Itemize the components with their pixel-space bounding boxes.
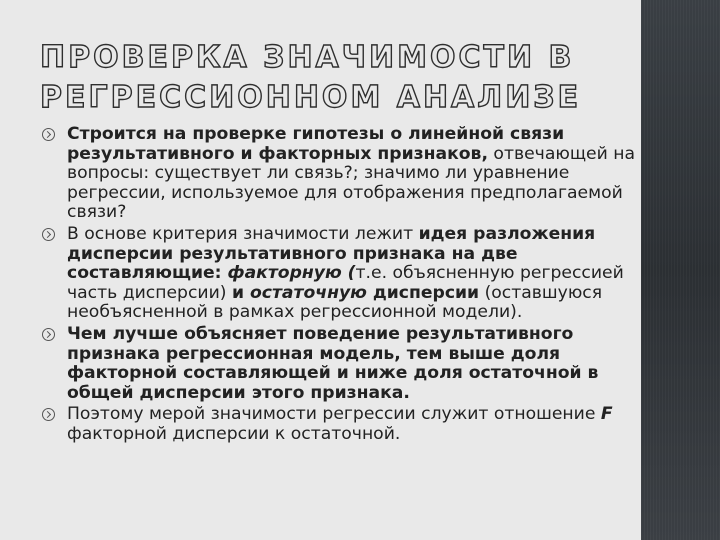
title-line-1: ПРОВЕРКА ЗНАЧИМОСТИ В <box>40 40 575 75</box>
bullet-2-italic-a: факторную ( <box>227 263 356 284</box>
bullet-item-3 <box>40 325 635 403</box>
bullet-item-1 <box>40 125 635 223</box>
bullet-1-bold-text: Строится на проверке гипотезы о линейной связи результативного и факторных признаков, <box>67 124 565 164</box>
bullet-2-italic-b: остаточную <box>249 282 367 303</box>
bullet-2-text-a: В основе критерия значимости лежит <box>67 223 419 244</box>
title-line-2: РЕГРЕССИОННОМ АНАЛИЗЕ <box>40 80 582 115</box>
circled-check-icon <box>42 128 55 141</box>
bullet-4-text-b: факторной дисперсии к остаточной. <box>67 423 401 444</box>
bullet-2-bold-c: дисперсии <box>366 282 480 303</box>
bullet-item-2 <box>40 225 635 323</box>
bullet-1-text: отвечающей на вопросы: существует ли связь?; значимо ли уравнение регрессии, используемое для отображения предполагаемой связи? <box>67 143 635 223</box>
bullet-2-text-b: т.е. объясненную регрессией часть дисперсии) <box>67 263 624 303</box>
circled-check-icon <box>42 328 55 341</box>
bullet-4-italic-f: F <box>600 404 613 425</box>
bullet-item-4 <box>40 405 635 444</box>
bullet-4-text-a: Поэтому мерой значимости регрессии служит отношение <box>67 404 601 425</box>
bullet-3-bold-text: Чем лучше объясняет поведение результативного признака регрессионная модель, тем выше доля факторной составляющей и ниже доля остаточной в общей дисперсии этого признака. <box>67 323 599 403</box>
circled-check-icon <box>42 228 55 241</box>
slide-title <box>40 38 620 118</box>
circled-check-icon <box>42 408 55 421</box>
bullet-2-bold-a: идея разложения дисперсии результативного признака на две составляющие: <box>67 223 596 284</box>
side-panel <box>641 0 720 540</box>
bullet-2-bold-b: и <box>231 282 250 303</box>
bullet-2-text-c: (оставшуюся необъясненной в рамках регрессионной модели). <box>67 282 603 323</box>
bullet-list <box>40 125 635 447</box>
